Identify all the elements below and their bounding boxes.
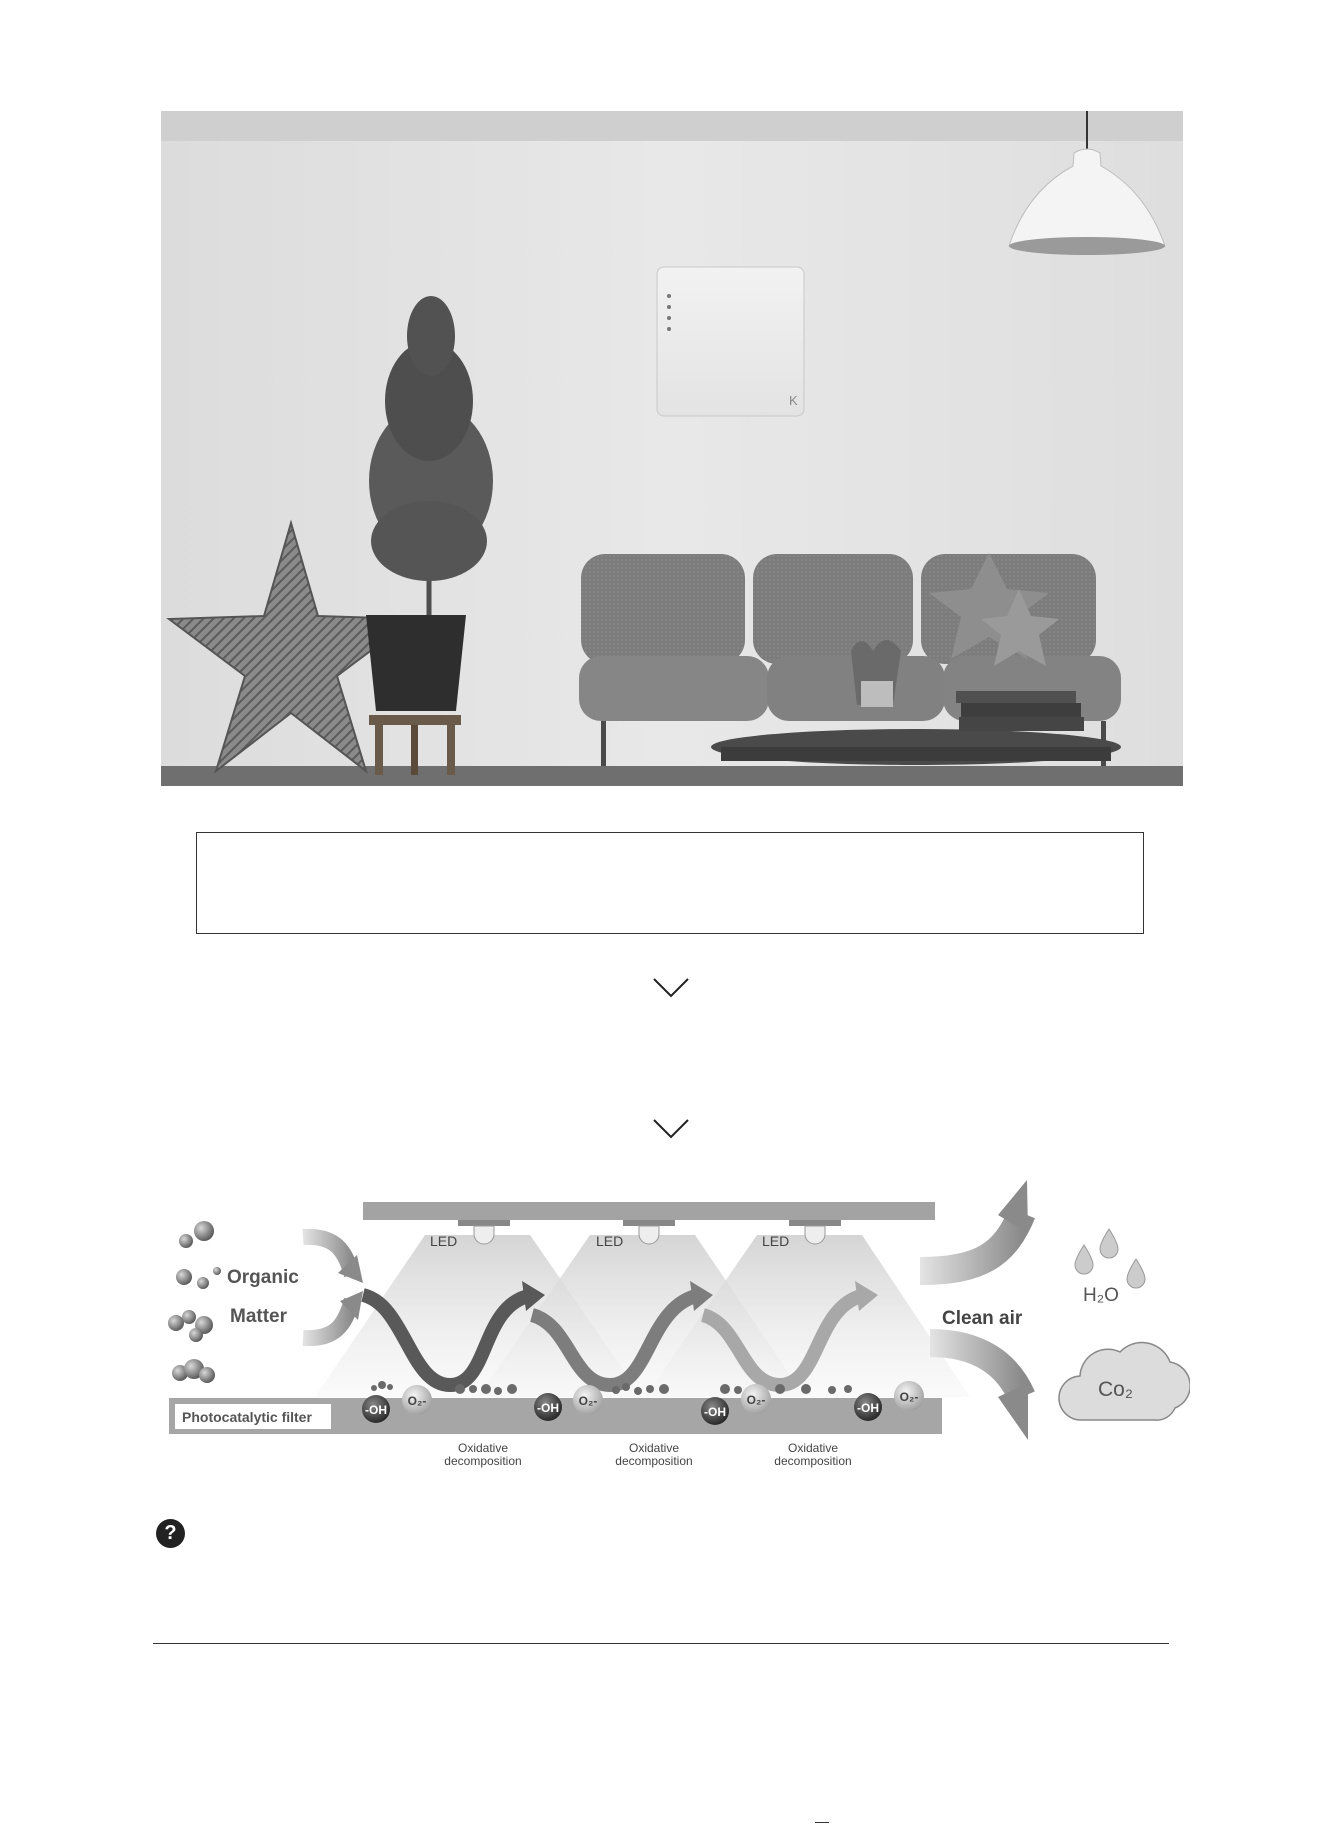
led-label: LED — [430, 1233, 458, 1249]
oxidative-label: Oxidative — [787, 1441, 839, 1455]
radical-o2: O₂- — [578, 1394, 598, 1408]
radical-o2: O₂- — [746, 1393, 766, 1407]
co2-label: Co₂ — [1098, 1378, 1133, 1401]
water-drops-icon — [1075, 1229, 1145, 1288]
photocatalytic-diagram — [160, 1175, 1190, 1475]
oxidative-label: Oxidative — [457, 1441, 509, 1455]
led-panel — [363, 1202, 935, 1220]
chevron-down-icon — [652, 1118, 690, 1140]
footer-mark — [815, 1822, 829, 1823]
chevron-down-icon — [652, 977, 690, 999]
clean-air-label: Clean air — [942, 1308, 1023, 1329]
room-illustration — [161, 111, 1183, 786]
led-label: LED — [762, 1233, 790, 1249]
h2o-label: H₂O — [1083, 1285, 1119, 1306]
decomposition-label: decomposition — [774, 1454, 852, 1468]
question-icon[interactable]: ? — [156, 1519, 185, 1548]
matter-label: Matter — [230, 1306, 288, 1327]
led-label: LED — [596, 1233, 624, 1249]
organic-label: Organic — [227, 1267, 299, 1288]
room-photo — [161, 111, 1183, 786]
decomposition-label: decomposition — [615, 1454, 693, 1468]
filter-label: Photocatalytic filter — [182, 1409, 312, 1425]
decomposition-label: decomposition — [444, 1454, 522, 1468]
divider — [153, 1643, 1169, 1644]
radical-oh: -OH — [704, 1405, 726, 1419]
device-logo: K — [789, 393, 798, 408]
radical-o2: O₂- — [407, 1394, 427, 1408]
radical-oh: -OH — [857, 1401, 879, 1415]
radical-oh: -OH — [537, 1401, 559, 1415]
radical-o2: O₂- — [899, 1390, 919, 1404]
radical-oh: -OH — [365, 1403, 387, 1417]
air-purifier-device — [657, 267, 804, 416]
oxidative-label: Oxidative — [628, 1441, 680, 1455]
text-frame — [196, 832, 1144, 934]
